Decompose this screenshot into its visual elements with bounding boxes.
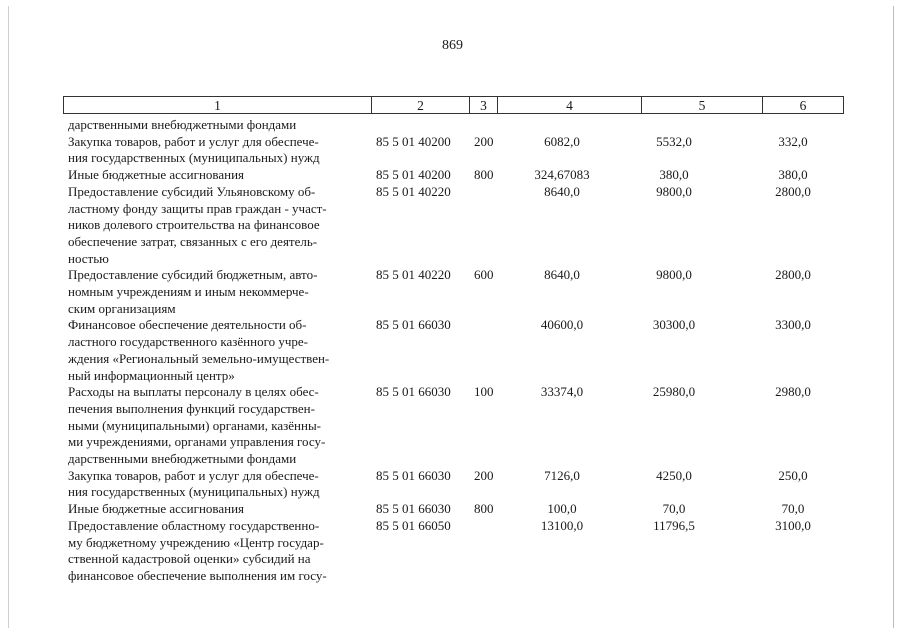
- row-amount-col5: 30300,0: [652, 317, 696, 333]
- row-amount-col6: 2800,0: [775, 267, 811, 283]
- row-amount-col4: 324,67083: [534, 167, 590, 183]
- row-amount-col5: 5532,0: [656, 133, 692, 149]
- row-amount-col5: 9800,0: [656, 267, 692, 283]
- row-expense-type: 200: [474, 467, 494, 483]
- row-amount-col4: 40600,0: [540, 317, 584, 333]
- row-amount-col4: 33374,0: [540, 384, 584, 400]
- row-code: 85 5 01 66030: [376, 317, 451, 333]
- column-number-5: 5: [641, 97, 762, 113]
- row-description: Иные бюджетные ассигнования: [68, 501, 245, 517]
- row-expense-type: 800: [474, 167, 494, 183]
- table-row: [0, 184, 905, 268]
- column-number-4: 4: [497, 97, 641, 113]
- row-amount-col4: 8640,0: [544, 183, 580, 199]
- row-amount-col4: 6082,0: [544, 133, 580, 149]
- row-amount-col4: 13100,0: [540, 517, 584, 533]
- row-expense-type: 800: [474, 501, 494, 517]
- table-row: [0, 117, 905, 134]
- column-number-2: 2: [371, 97, 469, 113]
- page-number: 869: [442, 38, 463, 53]
- row-description: Предоставление субсидий Ульяновскому об- ластному фонду защиты прав граждан - участ- ников долевого строительства на финансовое обеспечение затрат, связанных с его деятель- ностью: [68, 183, 327, 266]
- row-amount-col5: 70,0: [662, 501, 686, 517]
- row-expense-type: 100: [474, 384, 494, 400]
- budget-table-body: [0, 117, 905, 585]
- row-code: 85 5 01 40220: [376, 183, 451, 199]
- column-number-6: 6: [762, 97, 843, 113]
- row-amount-col4: 8640,0: [544, 267, 580, 283]
- row-code: 85 5 01 66050: [376, 517, 451, 533]
- row-amount-col4: 100,0: [547, 501, 577, 517]
- row-amount-col5: 380,0: [659, 167, 689, 183]
- row-expense-type: 200: [474, 133, 494, 149]
- row-amount-col6: 2980,0: [775, 384, 811, 400]
- table-row: [0, 317, 905, 384]
- row-amount-col6: 2800,0: [775, 183, 811, 199]
- row-amount-col6: 250,0: [778, 467, 808, 483]
- row-code: 85 5 01 40220: [376, 267, 451, 283]
- row-code: 85 5 01 66030: [376, 467, 451, 483]
- row-amount-col5: 11796,5: [653, 517, 695, 533]
- table-row: [0, 267, 905, 317]
- table-row: [0, 167, 905, 184]
- row-code: 85 5 01 40200: [376, 133, 451, 149]
- row-amount-col5: 25980,0: [652, 384, 696, 400]
- row-code: 85 5 01 66030: [376, 384, 451, 400]
- row-amount-col6: 70,0: [781, 501, 805, 517]
- row-amount-col6: 332,0: [778, 133, 808, 149]
- column-number-3: 3: [469, 97, 497, 113]
- column-number-1: 1: [214, 98, 221, 113]
- row-amount-col5: 4250,0: [656, 467, 692, 483]
- table-column-header: [63, 96, 844, 114]
- row-description: Закупка товаров, работ и услуг для обеспече- ния государственных (муниципальных) нужд: [68, 133, 320, 166]
- table-row: [0, 468, 905, 501]
- row-description: Предоставление областному государственно- му бюджетному учреждению «Центр государ- ственной кадастровой оценки» субсидий на финансовое обеспечение выполнения им госу-: [68, 517, 327, 583]
- row-description: Финансовое обеспечение деятельности об- ластного государственного казённого учре- ждения «Региональный земельно-имуществен- ный информационный центр»: [68, 317, 330, 383]
- row-description: Предоставление субсидий бюджетным, авто- номным учреждениям и иным некоммерче- ским организациям: [68, 267, 318, 316]
- row-description: Расходы на выплаты персоналу в целях обес- печения выполнения функций государствен- ными (муниципальными) органами, казённы- ми учреждениями, органами управления госу- дарственными внебюджетными фондами: [68, 384, 326, 467]
- row-description: дарственными внебюджетными фондами: [68, 117, 297, 132]
- row-code: 85 5 01 66030: [376, 501, 451, 517]
- table-row: [0, 384, 905, 468]
- row-amount-col6: 3100,0: [775, 517, 811, 533]
- row-description: Иные бюджетные ассигнования: [68, 167, 245, 183]
- table-row: [0, 134, 905, 167]
- row-amount-col4: 7126,0: [544, 467, 580, 483]
- row-code: 85 5 01 40200: [376, 167, 451, 183]
- row-expense-type: 600: [474, 267, 494, 283]
- table-row: [0, 518, 905, 585]
- row-description: Закупка товаров, работ и услуг для обеспече- ния государственных (муниципальных) нужд: [68, 467, 320, 500]
- row-amount-col6: 3300,0: [775, 317, 811, 333]
- row-amount-col5: 9800,0: [656, 183, 692, 199]
- table-row: [0, 501, 905, 518]
- row-amount-col6: 380,0: [778, 167, 808, 183]
